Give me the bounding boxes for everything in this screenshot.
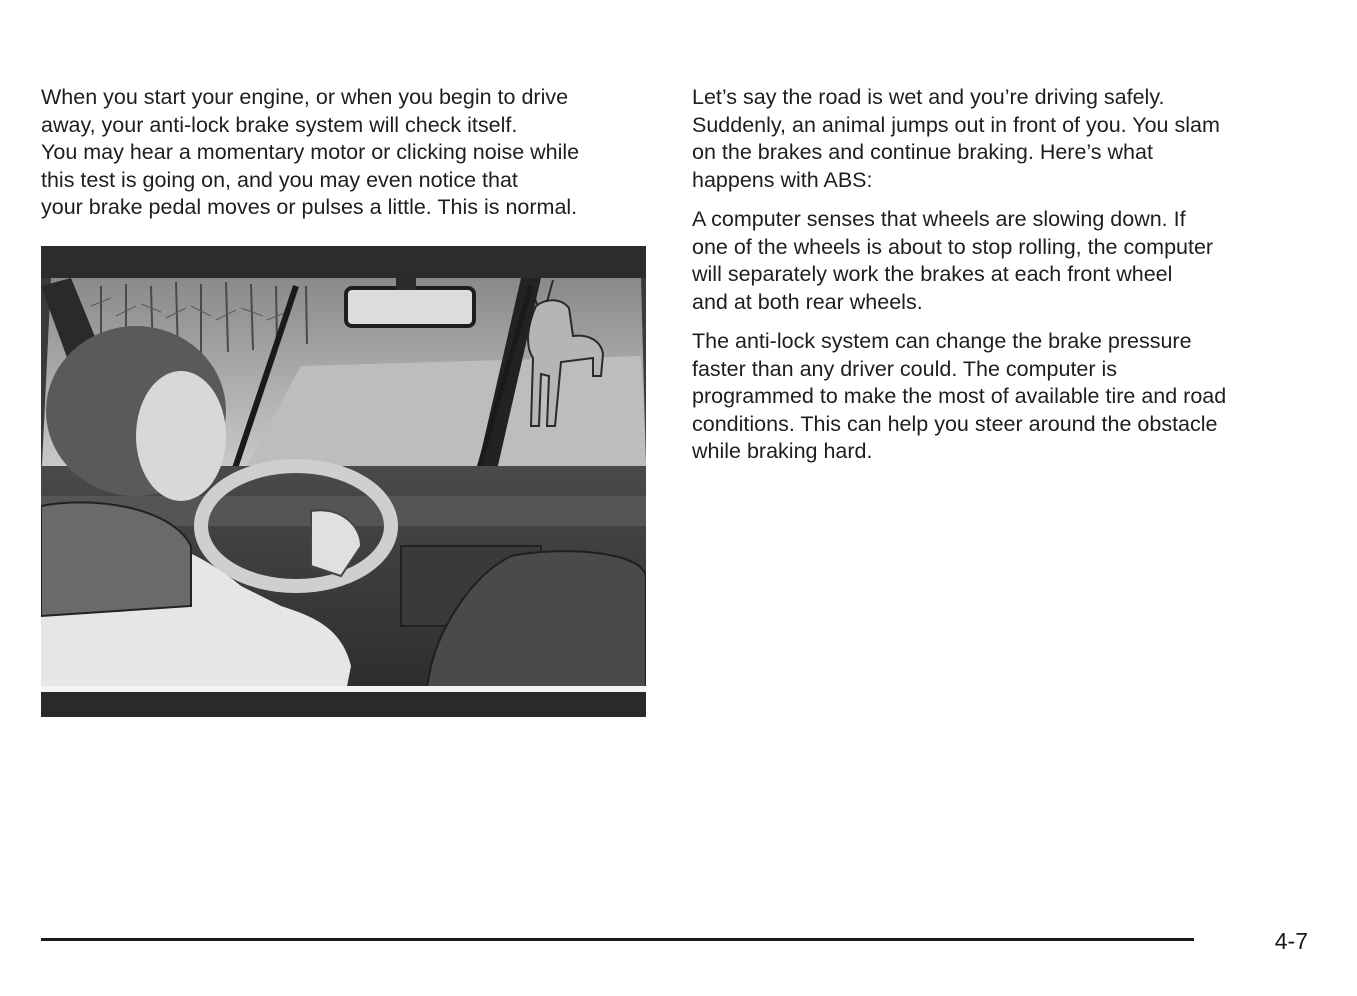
text-line: this test is going on, and you may even notice that: [41, 167, 518, 192]
text-line: faster than any driver could. The computer is: [692, 356, 1118, 381]
page-number: 4-7: [1274, 928, 1308, 954]
text-line: You may hear a momentary motor or clicking noise while: [41, 140, 580, 164]
text-line: The anti-lock system can change the brake pressure: [692, 329, 1192, 353]
left-column: [41, 84, 653, 222]
text-line: your brake pedal moves or pulses a little. This is normal.: [41, 195, 578, 219]
text-line: away, your anti-lock brake system will check itself.: [41, 112, 518, 137]
footer-rule: [41, 938, 1194, 941]
text-line: and at both rear wheels.: [692, 289, 923, 314]
computer-senses-paragraph: [692, 206, 1322, 316]
text-line: happens with ABS:: [692, 167, 873, 192]
text-line: When you start your engine, or when you begin to drive: [41, 85, 569, 109]
scenario-paragraph: [692, 84, 1322, 194]
right-column: [692, 84, 1322, 466]
text-line: will separately work the brakes at each front wheel: [692, 262, 1173, 286]
text-line: while braking hard.: [692, 439, 873, 463]
driver-deer-illustration: [41, 246, 646, 717]
text-line: Let’s say the road is wet and you’re driving safely.: [692, 85, 1165, 109]
text-line: A computer senses that wheels are slowing down. If: [692, 207, 1186, 231]
text-line: Suddenly, an animal jumps out in front of you. You slam: [692, 112, 1220, 137]
text-line: conditions. This can help you steer around the obstacle: [692, 411, 1218, 436]
intro-paragraph: [41, 84, 653, 222]
text-line: one of the wheels is about to stop rolling, the computer: [692, 234, 1214, 259]
brake-pressure-paragraph: [692, 328, 1322, 466]
text-line: programmed to make the most of available tire and road: [692, 384, 1227, 408]
text-line: on the brakes and continue braking. Here’s what: [692, 140, 1153, 164]
